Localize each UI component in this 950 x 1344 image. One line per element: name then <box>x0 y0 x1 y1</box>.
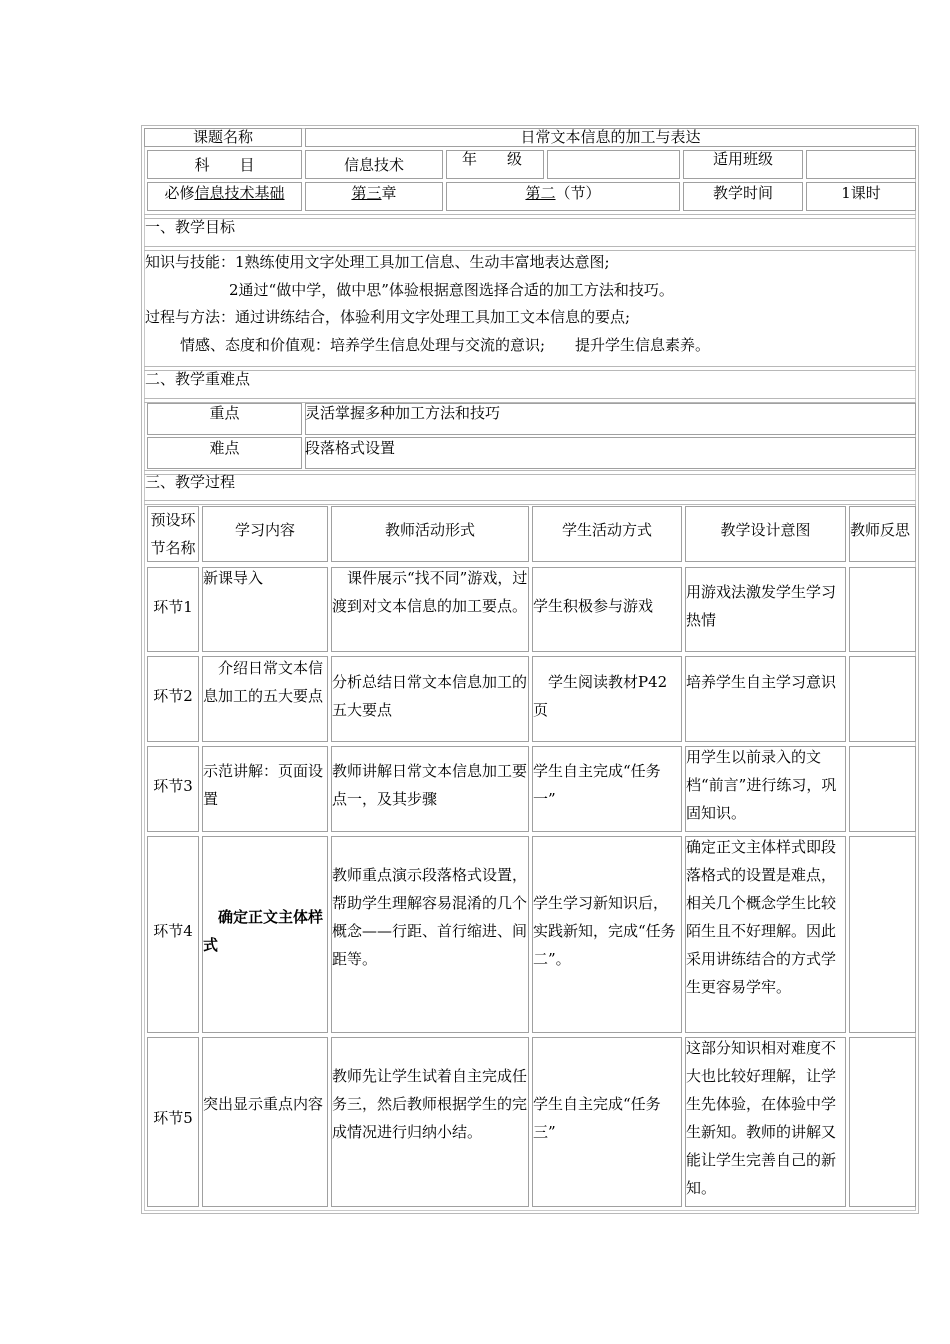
table-row-3-student: 学生自主完成“任务一” <box>533 762 661 808</box>
course-name: 必修信息技术基础 <box>164 184 285 202</box>
table-row-5-content-cell <box>202 1037 328 1207</box>
chapter: 第三章 <box>351 184 397 202</box>
table-row-1-name: 环节1 <box>153 598 193 616</box>
table-row-4-teacher: 教师重点演示段落格式设置，帮助学生理解容易混淆的几个概念——行距、首行缩进、间距等。 <box>332 866 528 968</box>
col-header-intent-text: 教学设计意图 <box>720 521 811 539</box>
table-row-5-name: 环节5 <box>153 1109 193 1127</box>
table-row-5-reflect-cell <box>849 1037 916 1207</box>
class-value-cell <box>806 150 916 179</box>
grade-label: 年 级 <box>462 150 523 168</box>
table-row-5-teacher: 教师先让学生试着自主完成任务三，然后教师根据学生的完成情况进行归纳小结。 <box>332 1067 528 1141</box>
difficulties-heading: 二、教学重难点 <box>145 370 251 388</box>
table-row-3-reflect-cell <box>849 746 916 832</box>
table-row-3-name: 环节3 <box>153 777 193 795</box>
table-row-4-content: 确定正文主体样式 <box>203 908 324 954</box>
divider <box>144 470 916 475</box>
divider <box>144 214 916 219</box>
hard-label: 难点 <box>209 439 240 457</box>
divider <box>144 246 916 251</box>
subject-label: 科 目 <box>194 156 255 174</box>
subject-value: 信息技术 <box>343 156 404 174</box>
key-label: 重点 <box>209 404 240 422</box>
table-row-1-student: 学生积极参与游戏 <box>533 597 654 615</box>
col-header-teacher-text: 教师活动形式 <box>384 521 475 539</box>
key-value: 灵活掌握多种加工方法和技巧 <box>305 404 501 422</box>
table-row-1-teacher: 课件展示“找不同”游戏，过渡到对文本信息的加工要点。 <box>332 569 528 615</box>
table-row-5-student: 学生自主完成“任务三” <box>533 1095 661 1141</box>
grade-value-cell <box>547 150 680 179</box>
table-row-2-student: 学生阅读教材P42页 <box>533 673 668 719</box>
hard-value-cell <box>305 437 916 469</box>
hard-value: 段落格式设置 <box>305 439 396 457</box>
col-header-stage-text: 预设环节名称 <box>150 511 196 557</box>
table-row-1-content: 新课导入 <box>203 569 264 587</box>
objectives-heading: 一、教学目标 <box>145 218 236 236</box>
divider <box>144 366 916 371</box>
table-row-4-name: 环节4 <box>153 922 193 940</box>
objectives-line-4: 情感、态度和价值观：培养学生信息处理与交流的意识; 提升学生信息素养。 <box>180 336 711 354</box>
objectives-line-3: 过程与方法：通过讲练结合，体验利用文字处理工具加工文本信息的要点; <box>145 308 631 326</box>
col-header-student-text: 学生活动方式 <box>561 521 652 539</box>
divider <box>144 500 916 505</box>
table-row-3-intent: 用学生以前录入的文档“前言”进行练习，巩固知识。 <box>686 748 837 822</box>
topic-value: 日常文本信息的加工与表达 <box>520 128 701 146</box>
objectives-line-2: 2通过“做中学，做中思”体验根据意图选择合适的加工方法和技巧。 <box>229 281 674 299</box>
time-value: 1课时 <box>841 184 881 202</box>
table-row-5-intent: 这部分知识相对难度不大也比较好理解，让学生先体验，在体验中学生新知。教师的讲解又能让学生完善自己的新知。 <box>686 1039 837 1197</box>
table-row-1-reflect-cell <box>849 567 916 652</box>
table-row-4-reflect-cell <box>849 836 916 1033</box>
process-heading: 三、教学过程 <box>145 473 236 491</box>
topic-label: 课题名称 <box>192 128 253 146</box>
time-label: 教学时间 <box>712 184 773 202</box>
class-label: 适用班级 <box>712 150 773 168</box>
table-row-2-content: 介绍日常文本信息加工的五大要点 <box>203 659 324 705</box>
col-header-reflect-text: 教师反思 <box>850 521 911 539</box>
table-row-2-intent: 培养学生自主学习意识 <box>686 673 837 691</box>
table-row-2-reflect-cell <box>849 656 916 742</box>
table-row-3-content: 示范讲解：页面设置 <box>203 762 324 808</box>
table-row-1-intent: 用游戏法激发学生学习热情 <box>686 583 837 629</box>
objectives-line-1: 知识与技能：1熟练使用文字处理工具加工信息、生动丰富地表达意图; <box>145 253 610 271</box>
table-row-2-name: 环节2 <box>153 687 193 705</box>
table-row-2-teacher: 分析总结日常文本信息加工的五大要点 <box>332 673 528 719</box>
table-row-3-teacher: 教师讲解日常文本信息加工要点一，及其步骤 <box>332 762 528 808</box>
table-row-4-student: 学生学习新知识后，实践新知，完成“任务二”。 <box>533 894 676 968</box>
col-header-content-text: 学习内容 <box>234 521 295 539</box>
table-row-4-intent: 确定正文主体样式即段落格式的设置是难点，相关几个概念学生比较陌生且不好理解。因此采用讲练结合的方式学生更容易学牢。 <box>686 838 837 996</box>
table-row-5-content: 突出显示重点内容 <box>203 1095 324 1113</box>
section: 第二（节） <box>525 184 601 202</box>
